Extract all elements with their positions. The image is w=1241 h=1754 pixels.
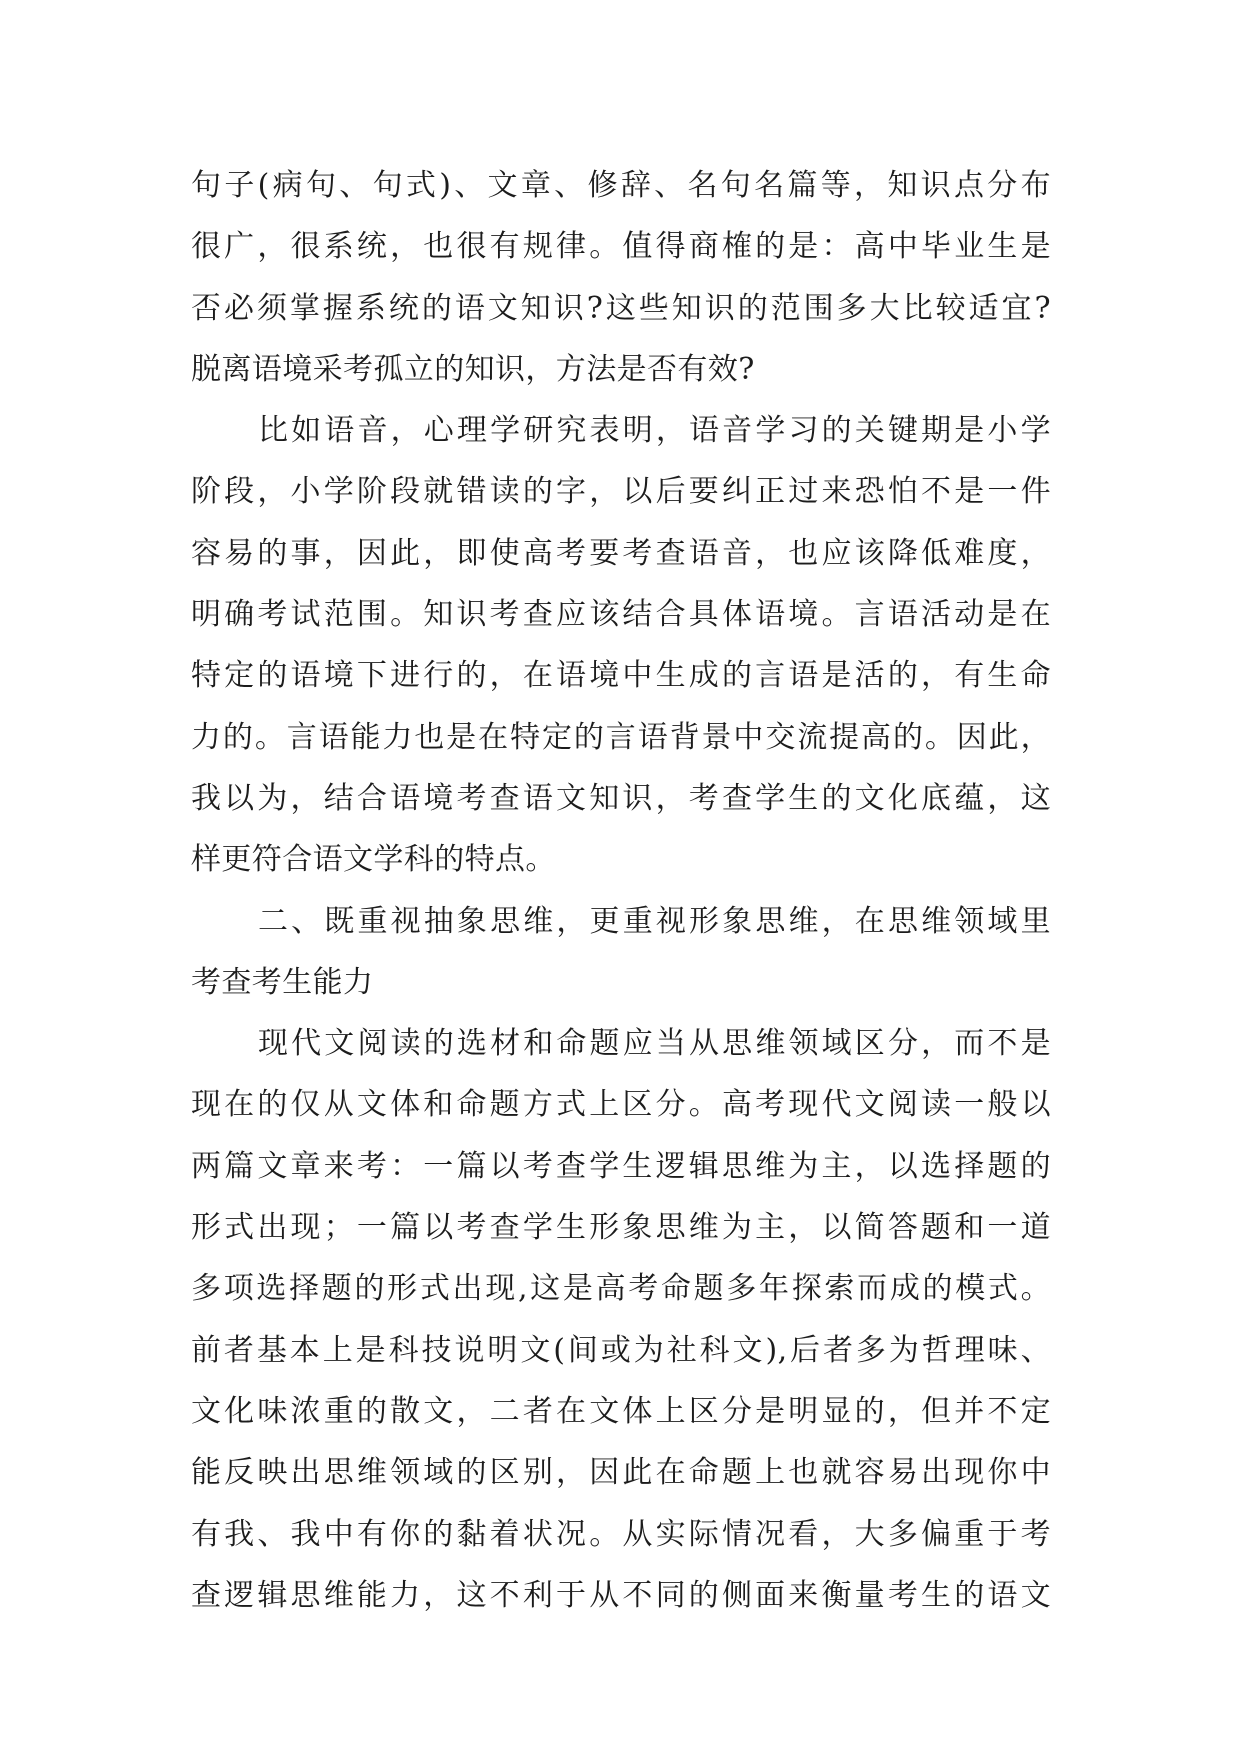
text-line: 文化味浓重的散文，二者在文体上区分是明显的，但并不定	[191, 1393, 1051, 1429]
text-line: 很广，很系统，也很有规律。值得商榷的是：高中毕业生是	[191, 229, 1051, 265]
text-line: 脱离语境采考孤立的知识，方法是否有效?	[191, 351, 755, 387]
section-heading-line: 二、既重视抽象思维，更重视形象思维，在思维领域里	[258, 903, 1051, 939]
text-line: 现在的仅从文体和命题方式上区分。高考现代文阅读一般以	[191, 1087, 1051, 1123]
section-heading-line: 考查考生能力	[191, 964, 374, 1000]
text-line: 形式出现；一篇以考查学生形象思维为主，以简答题和一道	[191, 1210, 1051, 1246]
text-line: 有我、我中有你的黏着状况。从实际情况看，大多偏重于考	[191, 1516, 1051, 1552]
text-line: 容易的事，因此，即使高考要考查语音，也应该降低难度，	[191, 535, 1051, 571]
text-line: 能反映出思维领域的区别，因此在命题上也就容易出现你中	[191, 1455, 1051, 1491]
text-line: 比如语音，心理学研究表明，语音学习的关键期是小学	[258, 413, 1051, 449]
text-line: 句子(病句、句式)、文章、修辞、名句名篇等，知识点分布	[191, 168, 1051, 203]
text-line: 现代文阅读的选材和命题应当从思维领域区分，而不是	[258, 1026, 1051, 1062]
text-line: 样更符合语文学科的特点。	[191, 842, 556, 878]
text-line: 阶段，小学阶段就错读的字，以后要纠正过来恐怕不是一件	[191, 474, 1051, 510]
text-line: 多项选择题的形式出现,这是高考命题多年探索而成的模式。	[191, 1271, 1051, 1307]
text-line: 查逻辑思维能力，这不利于从不同的侧面来衡量考生的语文	[191, 1577, 1051, 1613]
text-line: 明确考试范围。知识考查应该结合具体语境。言语活动是在	[191, 597, 1051, 633]
text-line: 特定的语境下进行的，在语境中生成的言语是活的，有生命	[191, 658, 1051, 694]
text-line: 两篇文章来考：一篇以考查学生逻辑思维为主，以选择题的	[191, 1148, 1051, 1184]
text-line: 力的。言语能力也是在特定的言语背景中交流提高的。因此，	[191, 719, 1051, 755]
text-line: 我以为，结合语境考查语文知识，考查学生的文化底蕴，这	[191, 780, 1051, 816]
text-line: 否必须掌握系统的语文知识?这些知识的范围多大比较适宜?	[191, 290, 1051, 326]
text-line: 前者基本上是科技说明文(间或为社科文),后者多为哲理味、	[191, 1332, 1051, 1368]
body-text	[191, 155, 1051, 1626]
